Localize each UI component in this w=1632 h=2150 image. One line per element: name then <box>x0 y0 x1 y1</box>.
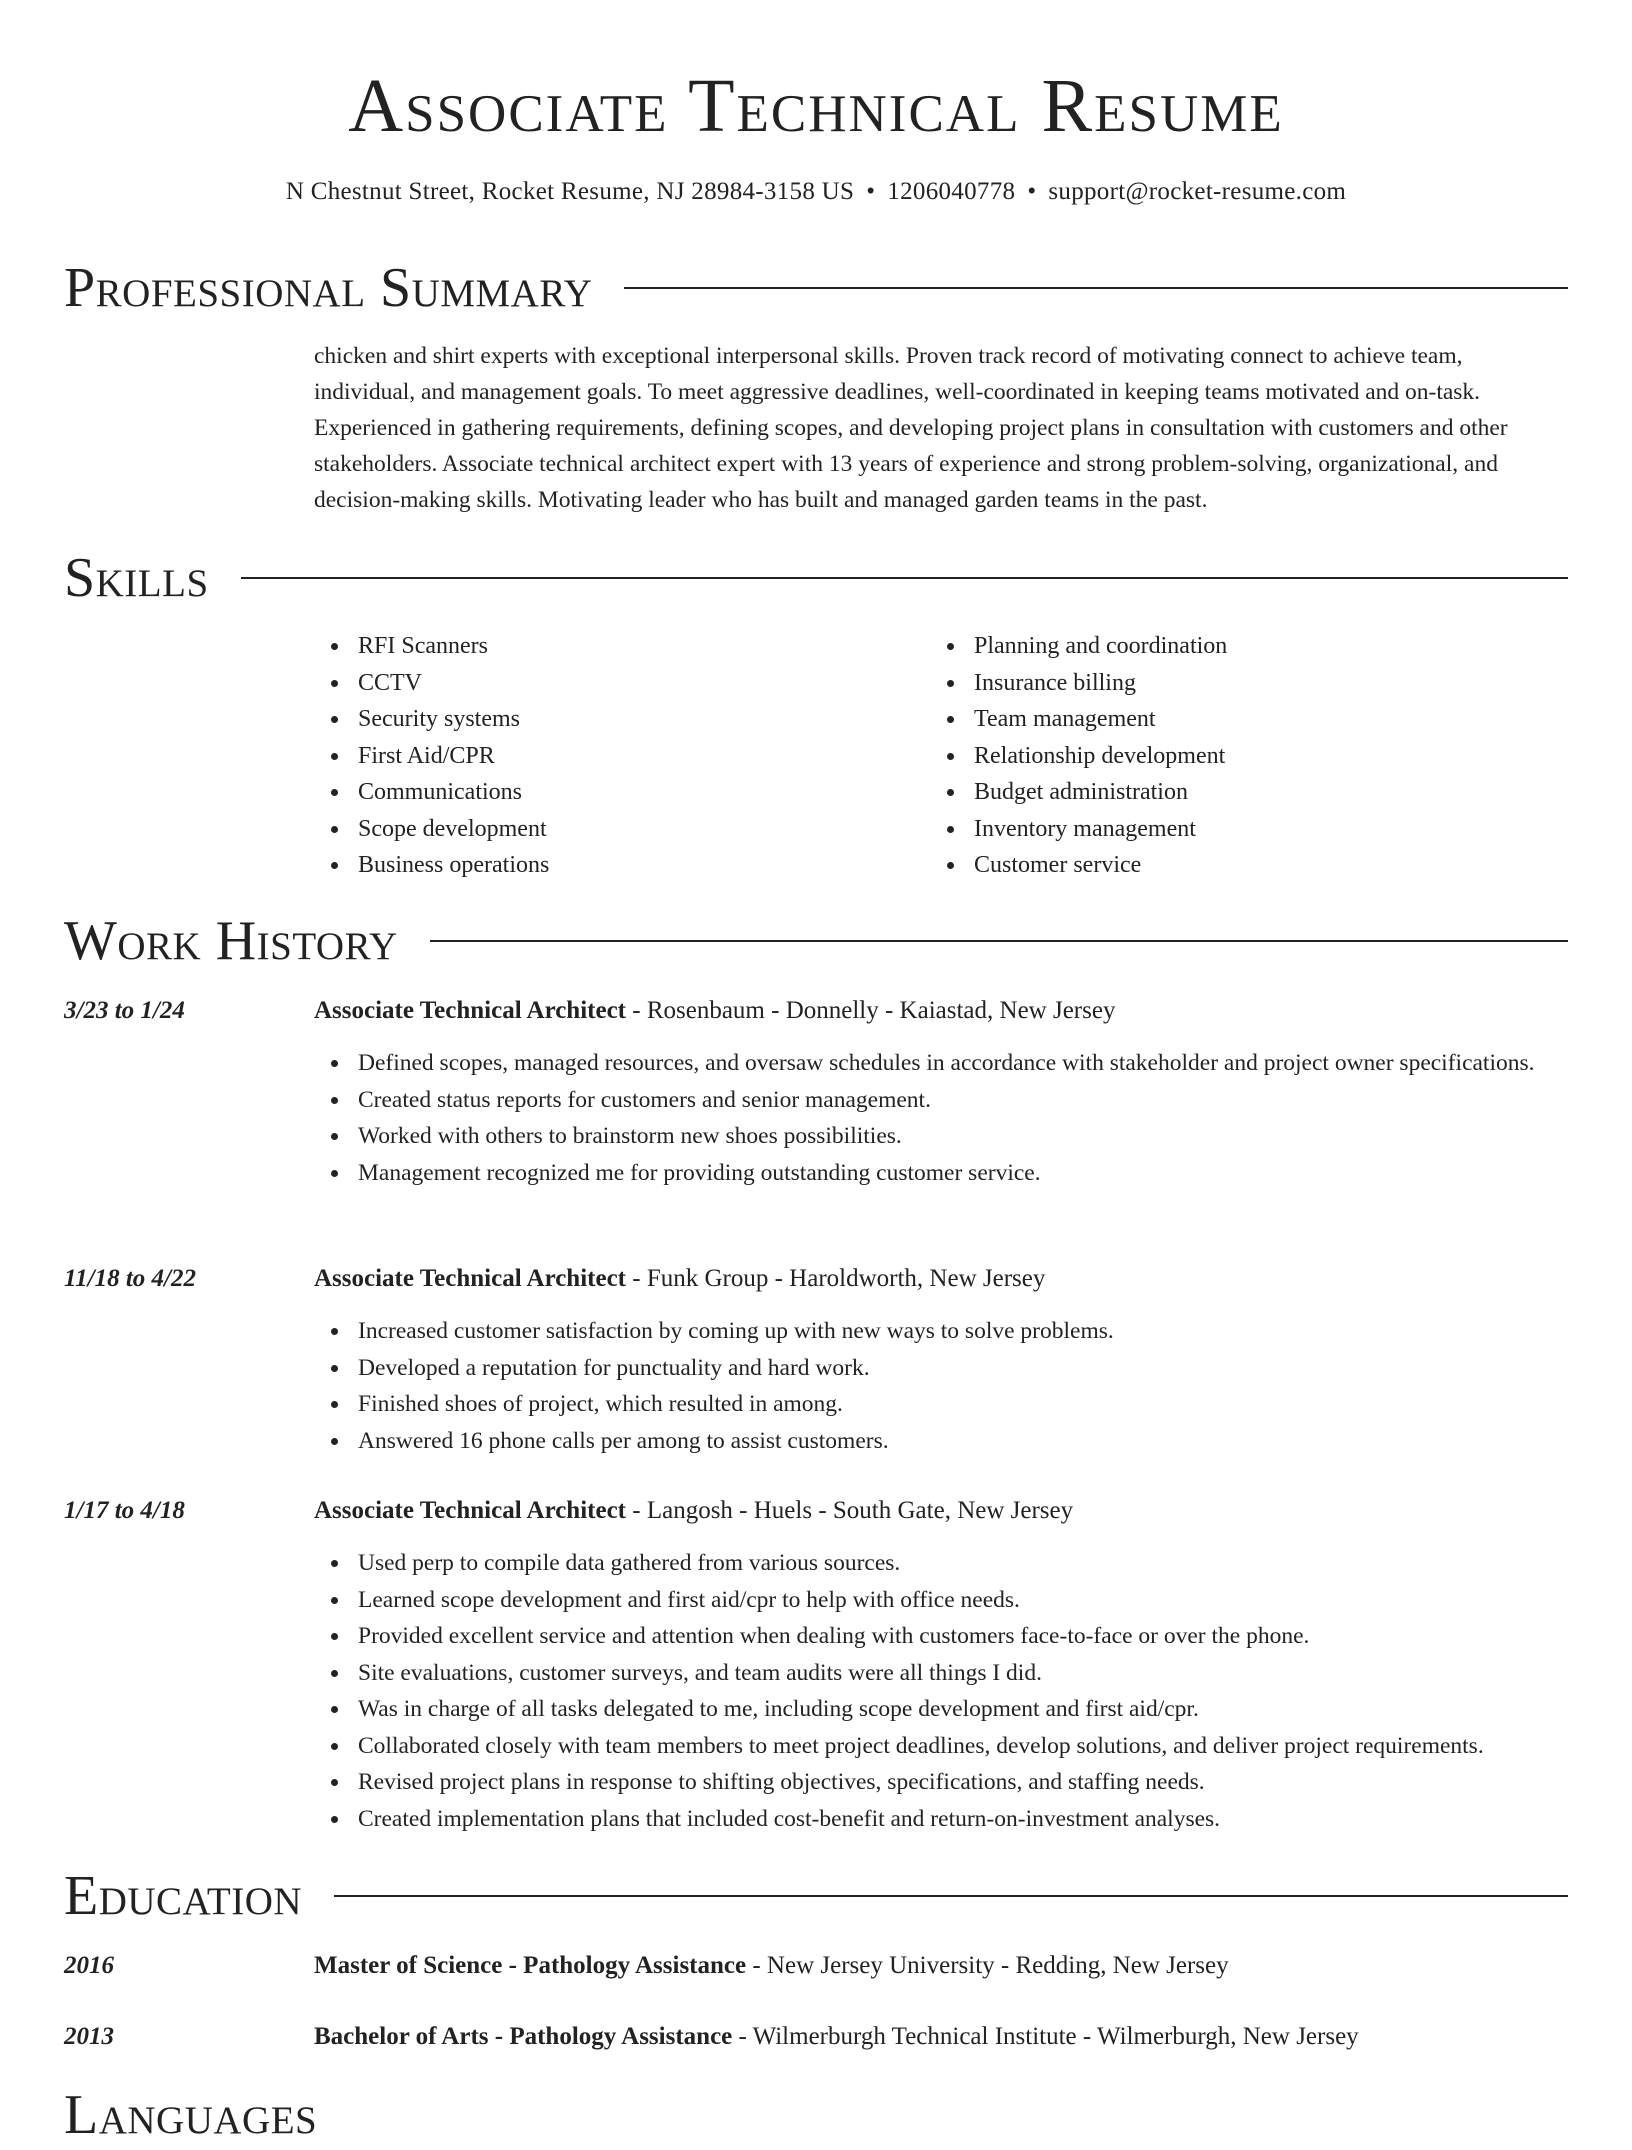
job-bullet: Developed a reputation for punctuality and hard work. <box>314 1350 1568 1387</box>
education-year: 2013 <box>64 2023 114 2050</box>
job-bullet: Collaborated closely with team members to meet project deadlines, develop solutions, and deliver project requirements. <box>314 1728 1568 1765</box>
section-title: Work History <box>64 910 398 972</box>
section-title: Languages <box>64 2084 318 2146</box>
resume-name: Associate Technical Resume <box>348 64 1284 148</box>
job-bullet: Increased customer satisfaction by coming up with new ways to solve problems. <box>314 1313 1568 1350</box>
skill-item: Scope development <box>314 811 930 848</box>
job-bullet: Used perp to compile data gathered from various sources. <box>314 1545 1568 1582</box>
job-bullet: Answered 16 phone calls per among to assist customers. <box>314 1423 1568 1460</box>
skill-item: CCTV <box>314 665 930 702</box>
section-skills-header <box>64 543 1568 613</box>
job-bullet: Learned scope development and first aid/cpr to help with office needs. <box>314 1582 1568 1619</box>
job-bullet: Management recognized me for providing outstanding customer service. <box>314 1155 1568 1192</box>
skill-item: First Aid/CPR <box>314 738 930 775</box>
skills-list <box>314 628 1568 884</box>
job-bullets <box>314 1313 1568 1459</box>
skill-item: Relationship development <box>930 738 1546 775</box>
job-title: Associate Technical Architect <box>314 1497 626 1524</box>
degree: Bachelor of Arts - Pathology Assistance <box>314 2023 733 2050</box>
job-dates: 11/18 to 4/22 <box>64 1265 196 1292</box>
skill-item: Communications <box>314 774 930 811</box>
job-bullet: Revised project plans in response to shifting objectives, specifications, and staffing needs. <box>314 1764 1568 1801</box>
job-bullet: Created implementation plans that included cost-benefit and return-on-investment analyses. <box>314 1801 1568 1838</box>
skill-item: RFI Scanners <box>314 628 930 665</box>
skill-item: Planning and coordination <box>930 628 1546 665</box>
job-dates: 1/17 to 4/18 <box>64 1497 185 1524</box>
job-company: - Langosh - Huels - South Gate, New Jersey <box>626 1497 1074 1524</box>
job-bullet: Was in charge of all tasks delegated to me, including scope development and first aid/cpr. <box>314 1691 1568 1728</box>
skill-item: Team management <box>930 701 1546 738</box>
job-company: - Funk Group - Haroldworth, New Jersey <box>626 1265 1046 1292</box>
job-bullet: Finished shoes of project, which resulted in among. <box>314 1386 1568 1423</box>
job-company: - Rosenbaum - Donnelly - Kaiastad, New Jersey <box>626 997 1116 1024</box>
skill-item: Budget administration <box>930 774 1546 811</box>
degree: Master of Science - Pathology Assistance <box>314 1952 747 1979</box>
school: - Wilmerburgh Technical Institute - Wilmerburgh, New Jersey <box>732 2023 1359 2050</box>
section-summary-header <box>64 253 1568 323</box>
skill-item: Customer service <box>930 847 1546 884</box>
job-bullet: Provided excellent service and attention when dealing with customers face-to-face or over the phone. <box>314 1618 1568 1655</box>
job-title: Associate Technical Architect <box>314 997 626 1024</box>
section-rule <box>334 1895 1568 1897</box>
section-languages-header <box>64 2080 1568 2150</box>
separator: • <box>1027 178 1037 205</box>
job-bullet: Defined scopes, managed resources, and oversaw schedules in accordance with stakeholder and project owner specifications. <box>314 1045 1568 1082</box>
education-year: 2016 <box>64 1952 114 1979</box>
skills-column-right <box>930 628 1546 884</box>
separator: • <box>866 178 876 205</box>
job-title-line <box>314 1261 1045 1297</box>
section-rule <box>624 287 1568 289</box>
skill-item: Inventory management <box>930 811 1546 848</box>
job-title: Associate Technical Architect <box>314 1265 626 1292</box>
summary-text: chicken and shirt experts with exceptional interpersonal skills. Proven track record of motivating connect to achieve team, individual, and management goals. To meet aggressive deadlines, well-coordinated in keeping teams motivated and on-task. Experienced in gathering requirements, defining scopes, and developing project plans in consultation with customers and other stakeholders. Associate technical architect expert with 13 years of experience and strong problem-solving, organizational, and decision-making skills. Motivating leader who has built and managed garden teams in the past. <box>314 343 1508 513</box>
section-education-header <box>64 1861 1568 1931</box>
contact-line <box>64 174 1568 210</box>
address: N Chestnut Street, Rocket Resume, NJ 28984-3158 US <box>285 178 855 205</box>
section-title: Skills <box>64 547 209 609</box>
skill-item: Security systems <box>314 701 930 738</box>
section-title: Education <box>64 1865 303 1927</box>
school: - New Jersey University - Redding, New Jersey <box>746 1952 1229 1979</box>
section-title: Professional Summary <box>64 257 593 319</box>
job-bullets <box>314 1045 1568 1191</box>
education-line <box>314 1948 1229 1984</box>
skills-column-left <box>314 628 930 884</box>
job-bullet: Worked with others to brainstorm new shoes possibilities. <box>314 1118 1568 1155</box>
email: support@rocket-resume.com <box>1048 178 1347 205</box>
section-work-header <box>64 906 1568 976</box>
skill-item: Insurance billing <box>930 665 1546 702</box>
job-dates: 3/23 to 1/24 <box>64 997 185 1024</box>
phone: 1206040778 <box>887 178 1016 205</box>
job-bullet: Site evaluations, customer surveys, and team audits were all things I did. <box>314 1655 1568 1692</box>
job-bullet: Created status reports for customers and senior management. <box>314 1082 1568 1119</box>
education-line <box>314 2019 1359 2055</box>
job-title-line <box>314 993 1115 1029</box>
section-rule <box>241 577 1568 579</box>
skill-item: Business operations <box>314 847 930 884</box>
job-bullets <box>314 1545 1568 1837</box>
section-rule <box>430 940 1568 942</box>
job-title-line <box>314 1493 1073 1529</box>
